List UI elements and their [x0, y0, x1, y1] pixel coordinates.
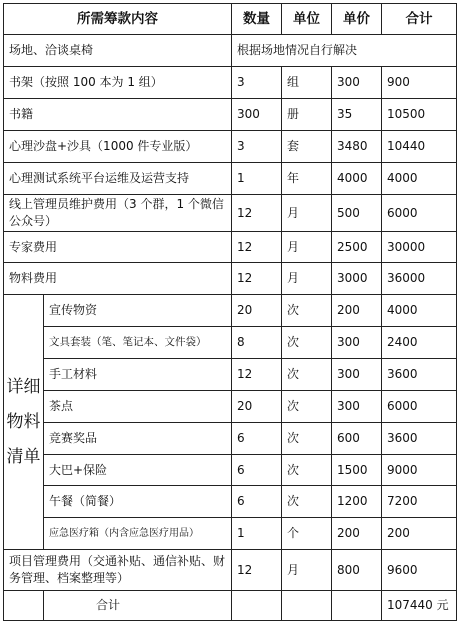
management-row [4, 550, 457, 591]
row-total: 10500 [382, 99, 457, 131]
material-row [4, 359, 457, 391]
venue-note: 根据场地情况自行解决 [232, 35, 457, 67]
row-label: 书架（按照 100 本为 1 组） [4, 67, 232, 99]
row-qty: 1 [232, 163, 282, 195]
table-row [4, 263, 457, 295]
material-label: 文具套装（笔、笔记本、文件袋） [44, 327, 232, 359]
venue-row [4, 35, 457, 67]
material-qty: 8 [232, 327, 282, 359]
row-price: 4000 [332, 163, 382, 195]
summary-label: 合计 [44, 591, 232, 621]
row-unit: 册 [282, 99, 332, 131]
row-total: 900 [382, 67, 457, 99]
row-price: 500 [332, 195, 382, 232]
row-price: 300 [332, 67, 382, 99]
material-unit: 次 [282, 486, 332, 518]
table-row [4, 131, 457, 163]
row-unit: 套 [282, 131, 332, 163]
material-label: 午餐（简餐） [44, 486, 232, 518]
table-row [4, 232, 457, 263]
material-price: 300 [332, 359, 382, 391]
material-price: 1200 [332, 486, 382, 518]
header-price: 单价 [332, 4, 382, 35]
material-price: 600 [332, 423, 382, 455]
header-item: 所需筹款内容 [4, 4, 232, 35]
material-price: 300 [332, 391, 382, 423]
row-unit: 月 [282, 195, 332, 232]
material-row [4, 455, 457, 486]
table-row [4, 195, 457, 232]
material-row [4, 295, 457, 327]
row-qty: 12 [232, 263, 282, 295]
table-row [4, 163, 457, 195]
row-label: 书籍 [4, 99, 232, 131]
row-qty: 3 [232, 67, 282, 99]
row-unit: 组 [282, 67, 332, 99]
row-qty: 12 [232, 195, 282, 232]
summary-row [4, 591, 457, 621]
material-unit: 次 [282, 423, 332, 455]
material-qty: 6 [232, 455, 282, 486]
summary-empty-cell [282, 591, 332, 621]
material-label: 竞赛奖品 [44, 423, 232, 455]
material-total: 6000 [382, 391, 457, 423]
material-price: 200 [332, 295, 382, 327]
material-unit: 次 [282, 455, 332, 486]
row-label: 心理测试系统平台运维及运营支持 [4, 163, 232, 195]
material-qty: 20 [232, 295, 282, 327]
material-row [4, 486, 457, 518]
row-price: 3000 [332, 263, 382, 295]
material-qty: 12 [232, 359, 282, 391]
row-qty: 300 [232, 99, 282, 131]
row-label: 心理沙盘+沙具（1000 件专业版） [4, 131, 232, 163]
venue-label: 场地、洽谈桌椅 [4, 35, 232, 67]
row-total: 4000 [382, 163, 457, 195]
row-total: 30000 [382, 232, 457, 263]
row-label: 物料费用 [4, 263, 232, 295]
material-label: 手工材料 [44, 359, 232, 391]
management-total: 9600 [382, 550, 457, 591]
material-price: 1500 [332, 455, 382, 486]
header-total: 合计 [382, 4, 457, 35]
material-unit: 次 [282, 295, 332, 327]
material-qty: 6 [232, 486, 282, 518]
row-price: 2500 [332, 232, 382, 263]
materials-side-label: 详细物料清单 [4, 295, 44, 550]
management-label: 项目管理费用（交通补贴、通信补贴、财务管理、档案整理等） [4, 550, 232, 591]
material-price: 200 [332, 518, 382, 550]
row-total: 6000 [382, 195, 457, 232]
material-label: 茶点 [44, 391, 232, 423]
row-total: 10440 [382, 131, 457, 163]
material-unit: 次 [282, 391, 332, 423]
management-qty: 12 [232, 550, 282, 591]
material-row [4, 518, 457, 550]
material-qty: 6 [232, 423, 282, 455]
row-total: 36000 [382, 263, 457, 295]
row-unit: 年 [282, 163, 332, 195]
row-unit: 月 [282, 232, 332, 263]
material-total: 3600 [382, 359, 457, 391]
row-label: 线上管理员维护费用（3 个群，1 个微信公众号） [4, 195, 232, 232]
management-unit: 月 [282, 550, 332, 591]
row-qty: 3 [232, 131, 282, 163]
material-row [4, 327, 457, 359]
row-price: 35 [332, 99, 382, 131]
table-row [4, 99, 457, 131]
material-total: 9000 [382, 455, 457, 486]
row-qty: 12 [232, 232, 282, 263]
budget-table [3, 3, 457, 621]
material-label: 宣传物资 [44, 295, 232, 327]
table-row [4, 67, 457, 99]
row-price: 3480 [332, 131, 382, 163]
material-unit: 次 [282, 359, 332, 391]
management-price: 800 [332, 550, 382, 591]
material-unit: 个 [282, 518, 332, 550]
summary-empty-cell [332, 591, 382, 621]
summary-total: 107440 元 [382, 591, 457, 621]
material-total: 7200 [382, 486, 457, 518]
material-total: 2400 [382, 327, 457, 359]
material-qty: 1 [232, 518, 282, 550]
header-qty: 数量 [232, 4, 282, 35]
material-label: 大巴+保险 [44, 455, 232, 486]
summary-empty-cell [4, 591, 44, 621]
material-label: 应急医疗箱（内含应急医疗用品） [44, 518, 232, 550]
material-price: 300 [332, 327, 382, 359]
row-unit: 月 [282, 263, 332, 295]
material-total: 200 [382, 518, 457, 550]
material-row [4, 423, 457, 455]
material-unit: 次 [282, 327, 332, 359]
summary-empty-cell [232, 591, 282, 621]
header-unit: 单位 [282, 4, 332, 35]
material-total: 3600 [382, 423, 457, 455]
row-label: 专家费用 [4, 232, 232, 263]
material-total: 4000 [382, 295, 457, 327]
material-row [4, 391, 457, 423]
material-qty: 20 [232, 391, 282, 423]
header-row [4, 4, 457, 35]
